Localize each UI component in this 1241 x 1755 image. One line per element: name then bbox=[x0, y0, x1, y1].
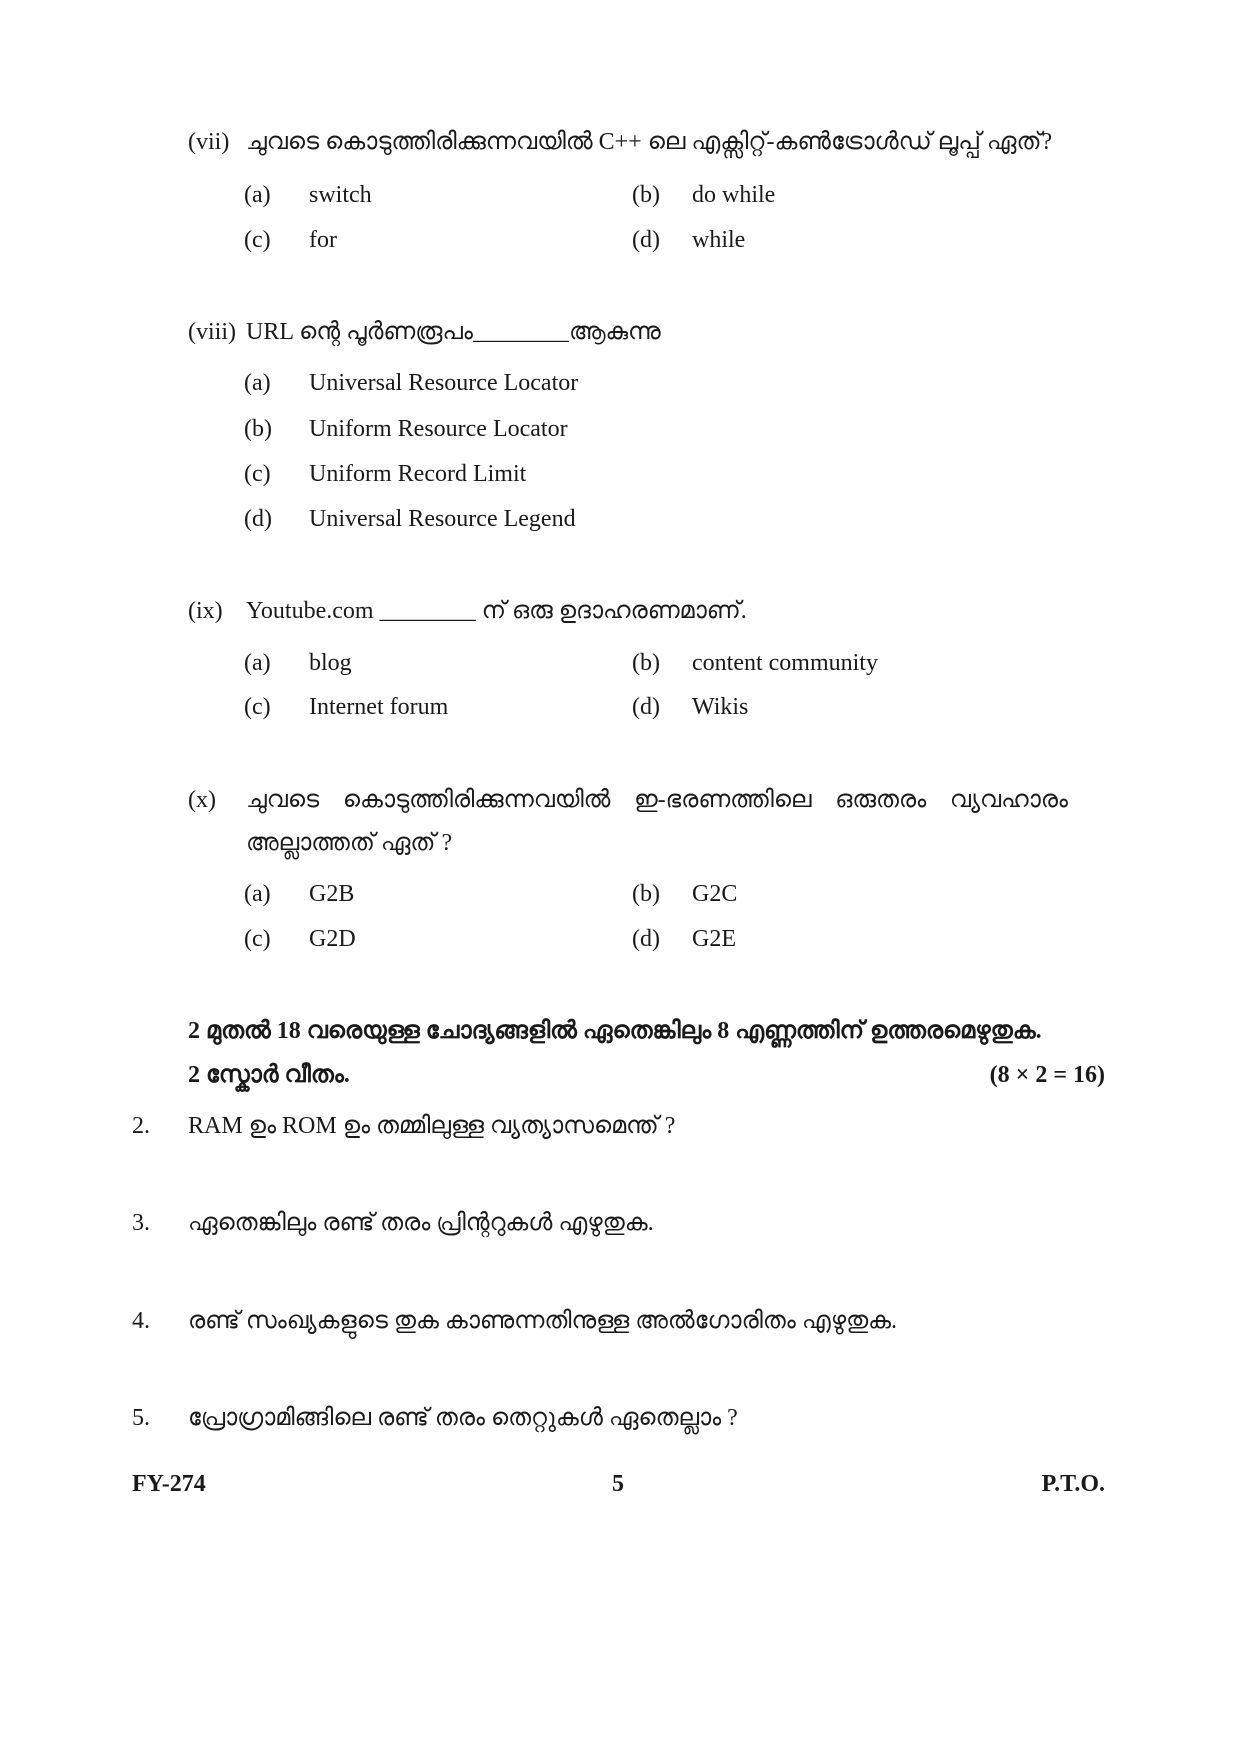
please-turn-over: P.T.O. bbox=[1041, 1471, 1105, 1497]
option-letter: (c) bbox=[244, 461, 271, 487]
section-score: 2 സ്കോർ വീതം. bbox=[188, 1062, 350, 1088]
question-number: 2. bbox=[132, 1113, 150, 1139]
option-text: Uniform Resource Locator bbox=[309, 416, 568, 442]
stem-word: ചുവടെ bbox=[246, 787, 320, 813]
mcq-stem-justified bbox=[246, 785, 1068, 815]
question-number: 3. bbox=[132, 1210, 150, 1236]
mcq-stem: ചുവടെ കൊടുത്തിരിക്കുന്നവയിൽ C++ ലെ എക്സിറ്റ്-കൺട്രോൾഡ് ലൂപ്പ് ഏത്? bbox=[246, 129, 1053, 155]
section-instruction: 2 മുതൽ 18 വരെയുള്ള ചോദ്യങ്ങളിൽ ഏതെങ്കിലും 8 എണ്ണത്തിന് ഉത്തരമെഴുതുക. bbox=[188, 1018, 1042, 1044]
option-letter: (c) bbox=[244, 227, 271, 253]
option-text: for bbox=[309, 227, 337, 253]
option-letter: (c) bbox=[244, 926, 271, 952]
option-letter: (a) bbox=[244, 881, 271, 907]
mcq-stem-continued: അല്ലാത്തത് ഏത് ? bbox=[246, 830, 453, 856]
option-letter: (d) bbox=[632, 227, 660, 253]
option-letter: (b) bbox=[632, 182, 660, 208]
option-text: G2E bbox=[692, 926, 736, 952]
option-text: blog bbox=[309, 650, 352, 676]
option-text: G2D bbox=[309, 926, 356, 952]
question-text: RAM ഉം ROM ഉം തമ്മിലുള്ള വ്യത്യാസമെന്ത് ? bbox=[188, 1113, 676, 1139]
mcq-number: (viii) bbox=[188, 319, 236, 345]
option-letter: (d) bbox=[632, 694, 660, 720]
option-letter: (b) bbox=[244, 416, 272, 442]
option-letter: (a) bbox=[244, 650, 271, 676]
mcq-number: (vii) bbox=[188, 129, 230, 155]
option-text: switch bbox=[309, 182, 372, 208]
option-text: G2B bbox=[309, 881, 355, 907]
option-text: Uniform Record Limit bbox=[309, 461, 527, 487]
question-text: ഏതെങ്കിലും രണ്ട് തരം പ്രിന്ററുകൾ എഴുതുക. bbox=[188, 1210, 654, 1236]
stem-word: കൊടുത്തിരിക്കുന്നവയിൽ bbox=[342, 787, 611, 813]
option-letter: (a) bbox=[244, 182, 271, 208]
stem-word: ഇ-ഭരണത്തിലെ bbox=[634, 787, 812, 813]
option-text: G2C bbox=[692, 881, 738, 907]
option-text: Universal Resource Legend bbox=[309, 506, 576, 532]
mcq-stem: URL ന്റെ പൂർണരൂപം________ആകുന്നു bbox=[246, 319, 661, 345]
stem-word: ഒരുതരം bbox=[835, 787, 927, 813]
question-text: രണ്ട് സംഖ്യകളുടെ തുക കാണുന്നതിനുള്ള അൽഗോരിതം എഴുതുക. bbox=[188, 1308, 898, 1334]
option-text: Internet forum bbox=[309, 694, 449, 720]
option-letter: (b) bbox=[632, 650, 660, 676]
option-text: do while bbox=[692, 182, 776, 208]
mcq-number: (x) bbox=[188, 787, 216, 813]
option-text: while bbox=[692, 227, 746, 253]
option-letter: (a) bbox=[244, 370, 271, 396]
mcq-number: (ix) bbox=[188, 598, 223, 624]
page-number: 5 bbox=[612, 1471, 624, 1497]
paper-code: FY-274 bbox=[132, 1471, 206, 1497]
mcq-stem: Youtube.com ________ ന് ഒരു ഉദാഹരണമാണ്. bbox=[246, 598, 747, 624]
option-letter: (d) bbox=[244, 506, 272, 532]
stem-word: വ്യവഹാരം bbox=[949, 787, 1068, 813]
option-letter: (d) bbox=[632, 926, 660, 952]
option-letter: (c) bbox=[244, 694, 271, 720]
option-text: Universal Resource Locator bbox=[309, 370, 579, 396]
option-text: Wikis bbox=[692, 694, 749, 720]
question-text: പ്രോഗ്രാമിങ്ങിലെ രണ്ട് തരം തെറ്റുകൾ ഏതെല്ലാം ? bbox=[188, 1405, 738, 1431]
question-number: 5. bbox=[132, 1405, 150, 1431]
option-text: content community bbox=[692, 650, 878, 676]
section-marks: (8 × 2 = 16) bbox=[989, 1062, 1105, 1088]
option-letter: (b) bbox=[632, 881, 660, 907]
question-number: 4. bbox=[132, 1308, 150, 1334]
